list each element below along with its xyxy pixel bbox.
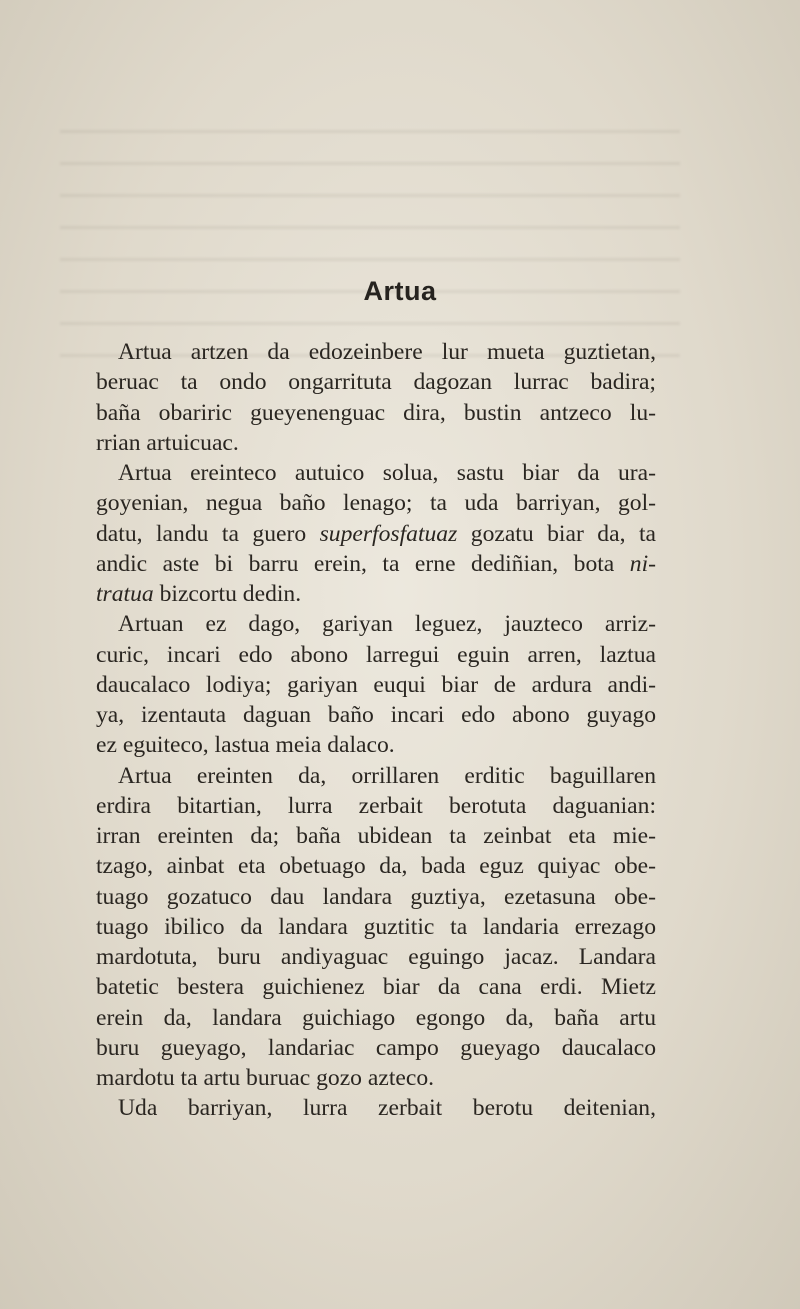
text-line: erdira bitartian, lurra zerbait berotuta daguanian: [96,792,656,819]
text-line-mixed [96,519,656,549]
text-segment: datu, landu ta guero [96,520,307,547]
text-line: irran ereinten da; baña ubidean ta zeinbat eta mie- [96,823,656,849]
text-line: tzago, ainbat eta obetuago da, bada eguz quiyac obe- [96,853,656,880]
body-text [96,337,656,1124]
text-line: Artua artzen da edozeinbere lur mueta guztietan, [118,339,656,365]
text-line: Uda barriyan, lurra zerbait berotu deitenian, [118,1095,656,1122]
text-line-mixed [96,579,656,609]
italic-term: tratua [96,581,154,607]
bleed-through-text [60,110,680,360]
text-line-mixed [96,549,656,579]
text-line: Artua ereinten da, orrillaren erditic baguillaren [118,762,656,789]
text-line: baña obariric gueyenenguac dira, bustin antzeco lu- [96,399,656,426]
text-line: tuago ibilico da landara guztitic ta landaria errezago [96,913,656,940]
text-line: Artua ereinteco autuico solua, sastu biar da ura- [118,460,656,486]
italic-term: ni- [629,550,656,577]
text-segment: bizcortu dedin. [159,581,302,607]
text-line: curic, incari edo abono larregui eguin arren, laztua [96,641,656,668]
text-line: goyenian, negua baño lenago; ta uda barriyan, gol- [96,490,656,517]
text-line: Artuan ez dago, gariyan leguez, jauzteco arriz- [118,611,656,638]
text-line: tuago gozatuco dau landara guztiya, ezetasuna obe- [96,883,656,910]
page-title: Artua [363,276,437,306]
text-line: rrian artuicuac. [96,429,239,456]
text-line: batetic bestera guichienez biar da cana erdi. Mietz [96,974,656,1001]
text-line: erein da, landara guichiago egongo da, baña artu [96,1004,656,1031]
text-line: mardotu ta artu buruac gozo azteco. [96,1065,435,1091]
text-line: beruac ta ondo ongarrituta dagozan lurrac badira; [96,369,656,396]
italic-term: superfosfatuaz [319,520,458,547]
text-line: mardotuta, buru andiyaguac eguingo jacaz. Landara [96,944,656,970]
text-line: buru gueyago, landariac campo gueyago daucalaco [96,1034,656,1061]
text-segment: gozatu biar da, ta [470,520,656,547]
text-line: daucalaco lodiya; gariyan euqui biar de ardura andi- [96,671,656,698]
text-line: ez eguiteco, lastua meia dalaco. [96,732,395,759]
text-segment: andic aste bi barru erein, ta erne dediñian, bota [96,550,615,577]
text-line: ya, izentauta daguan baño incari edo abono guyago [96,702,656,728]
